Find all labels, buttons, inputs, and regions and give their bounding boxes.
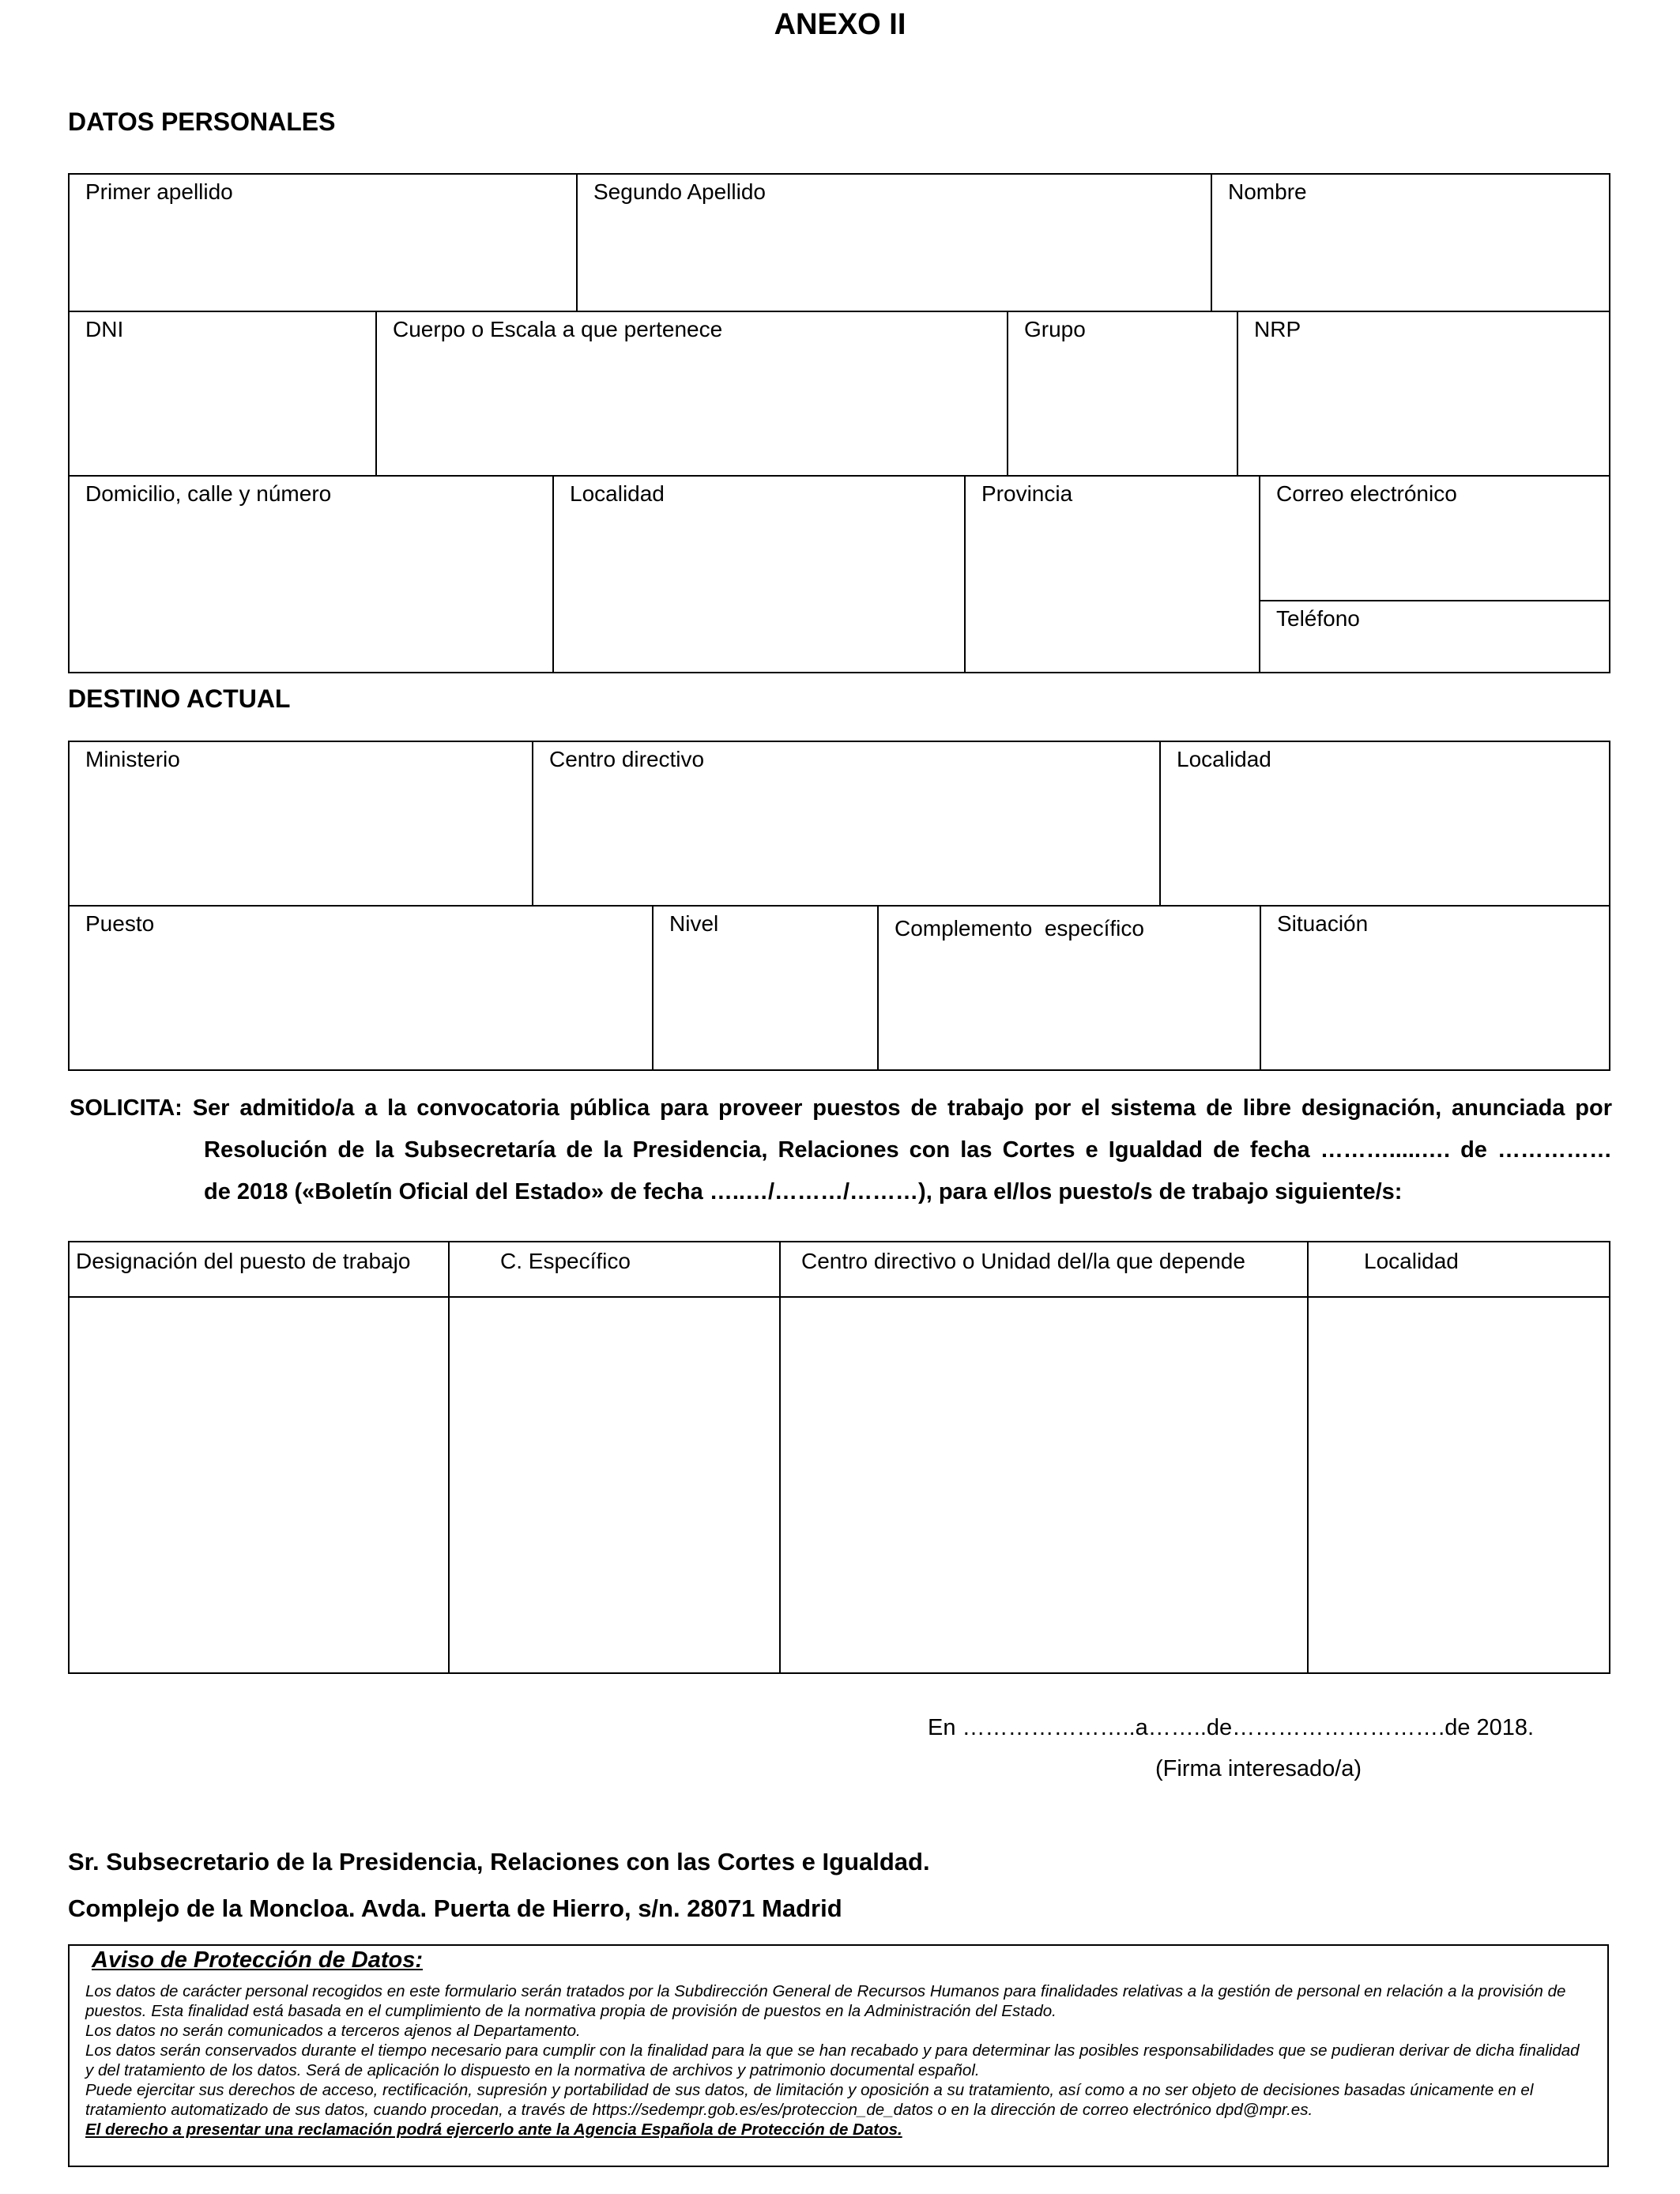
header-localidad: Localidad [1308,1242,1610,1297]
label-complemento-especifico: Complemento específico [895,916,1144,941]
datos-personales-row1 [68,173,1610,312]
destino-actual-row2 [68,905,1610,1071]
field-complemento-especifico[interactable] [878,906,1260,1070]
firma-label: (Firma interesado/a) [1155,1756,1362,1781]
aviso-reclamacion: El derecho a presentar una reclamación podrá ejercerlo ante la Agencia Española de Protección de Datos. [85,2120,902,2139]
label-destino-localidad: Localidad [1177,747,1271,771]
puestos-table-row [69,1297,1610,1673]
section-heading-destino-actual: DESTINO ACTUAL [68,684,291,713]
destinatario-line-2: Complejo de la Moncloa. Avda. Puerta de Hierro, s/n. 28071 Madrid [68,1894,842,1922]
label-situacion: Situación [1277,911,1369,936]
destinatario-line-1: Sr. Subsecretario de la Presidencia, Relaciones con las Cortes e Igualdad. [68,1848,930,1875]
fecha-line: En …………………..a……..de……………………….de 2018. [928,1715,1535,1740]
label-correo-electronico: Correo electrónico [1276,481,1457,506]
field-centro-directivo[interactable] [533,741,1160,906]
field-cuerpo-escala[interactable] [376,311,1008,476]
datos-personales-row2 [68,311,1610,477]
field-localidad[interactable] [553,476,965,673]
field-provincia[interactable] [965,476,1260,673]
label-domicilio: Domicilio, calle y número [85,481,332,506]
aviso-proteccion-datos [68,1944,1609,2167]
page-title: ANEXO II [774,8,906,41]
label-segundo-apellido: Segundo Apellido [593,179,766,204]
aviso-paragraph: Los datos no serán comunicados a terceros ajenos al Departamento. [85,2022,581,2040]
puestos-table [68,1241,1610,1674]
field-ministerio[interactable] [69,741,533,906]
solicita-label: SOLICITA: [70,1095,183,1121]
solicita-line-3: de 2018 («Boletín Oficial del Estado» de fecha …..…/………/………), para el/los puesto/s de trabajo siguiente/s: [204,1179,1403,1204]
field-segundo-apellido[interactable] [577,174,1211,311]
label-cuerpo-escala: Cuerpo o Escala a que pertenece [393,317,723,341]
field-dni[interactable] [69,311,376,476]
label-telefono: Teléfono [1276,606,1360,631]
cell-centro-directivo-unidad[interactable] [780,1297,1308,1673]
section-heading-datos-personales: DATOS PERSONALES [68,107,336,136]
label-localidad: Localidad [570,481,665,506]
label-centro-directivo: Centro directivo [549,747,705,771]
label-dni: DNI [85,317,124,341]
label-ministerio: Ministerio [85,747,180,771]
label-provincia: Provincia [981,481,1073,506]
header-c-especifico: C. Específico [449,1242,780,1297]
header-designacion: Designación del puesto de trabajo [69,1242,449,1297]
label-nivel: Nivel [669,911,719,936]
header-centro-directivo-unidad: Centro directivo o Unidad del/la que depende [780,1242,1308,1297]
field-primer-apellido[interactable] [69,174,577,311]
cell-designacion[interactable] [69,1297,449,1673]
cell-localidad[interactable] [1308,1297,1610,1673]
datos-personales-row3 [68,475,1610,673]
aviso-paragraph: Los datos de carácter personal recogidos en este formulario serán tratados por la Subdirección General de Recursos Humanos para finalidades relativas a la gestión de personal en relación a la provisión de puestos. Esta finalidad está basada en el cumplimiento de la normativa propia de provisión de puestos en la Administración del Estado. [85,1982,1566,2020]
aviso-paragraph: Puede ejercitar sus derechos de acceso, rectificación, supresión y portabilidad de sus datos, de limitación y oposición a su tratamiento, así como a no ser objeto de decisiones basadas únicamente en el tratamiento automatizado de sus datos, cuando procedan, a través de https://sedempr.gob.es/es/proteccion_de_datos o en la dirección de correo electrónico dpd@mpr.es. [85,2081,1534,2119]
field-situacion[interactable] [1260,906,1610,1070]
field-domicilio[interactable] [69,476,553,673]
label-grupo: Grupo [1024,317,1086,341]
aviso-paragraph: Los datos serán conservados durante el tiempo necesario para cumplir con la finalidad para la que se han recabado y para determinar las posibles responsabilidades que se pudieran derivar de dicha finalidad y del tratamiento de los datos. Será de aplicación lo dispuesto en la normativa de archivos y patrimonio documental español. [85,2041,1580,2079]
field-telefono[interactable] [1260,601,1610,673]
label-nombre: Nombre [1228,179,1307,204]
field-nombre[interactable] [1211,174,1610,311]
solicita-line-2: Resolución de la Subsecretaría de la Presidencia, Relaciones con las Cortes e Igualdad de fecha ……….....…. de …………… [204,1137,1612,1163]
label-nrp: NRP [1254,317,1301,341]
field-nivel[interactable] [653,906,878,1070]
solicita-line-1: SOLICITA: Ser admitido/a a la convocatoria pública para proveer puestos de trabajo por el sistema de libre designación, anunciada por [70,1095,1612,1121]
aviso-title: Aviso de Protección de Datos: [92,1947,423,1973]
field-nrp[interactable] [1237,311,1610,476]
field-destino-localidad[interactable] [1160,741,1610,906]
field-grupo[interactable] [1008,311,1237,476]
label-primer-apellido: Primer apellido [85,179,233,204]
field-puesto[interactable] [69,906,653,1070]
cell-c-especifico[interactable] [449,1297,780,1673]
label-puesto: Puesto [85,911,155,936]
solicita-block [70,1088,1612,1213]
destino-actual-row1 [68,741,1610,907]
field-correo-electronico[interactable] [1260,476,1610,601]
puestos-table-header [69,1242,1610,1297]
